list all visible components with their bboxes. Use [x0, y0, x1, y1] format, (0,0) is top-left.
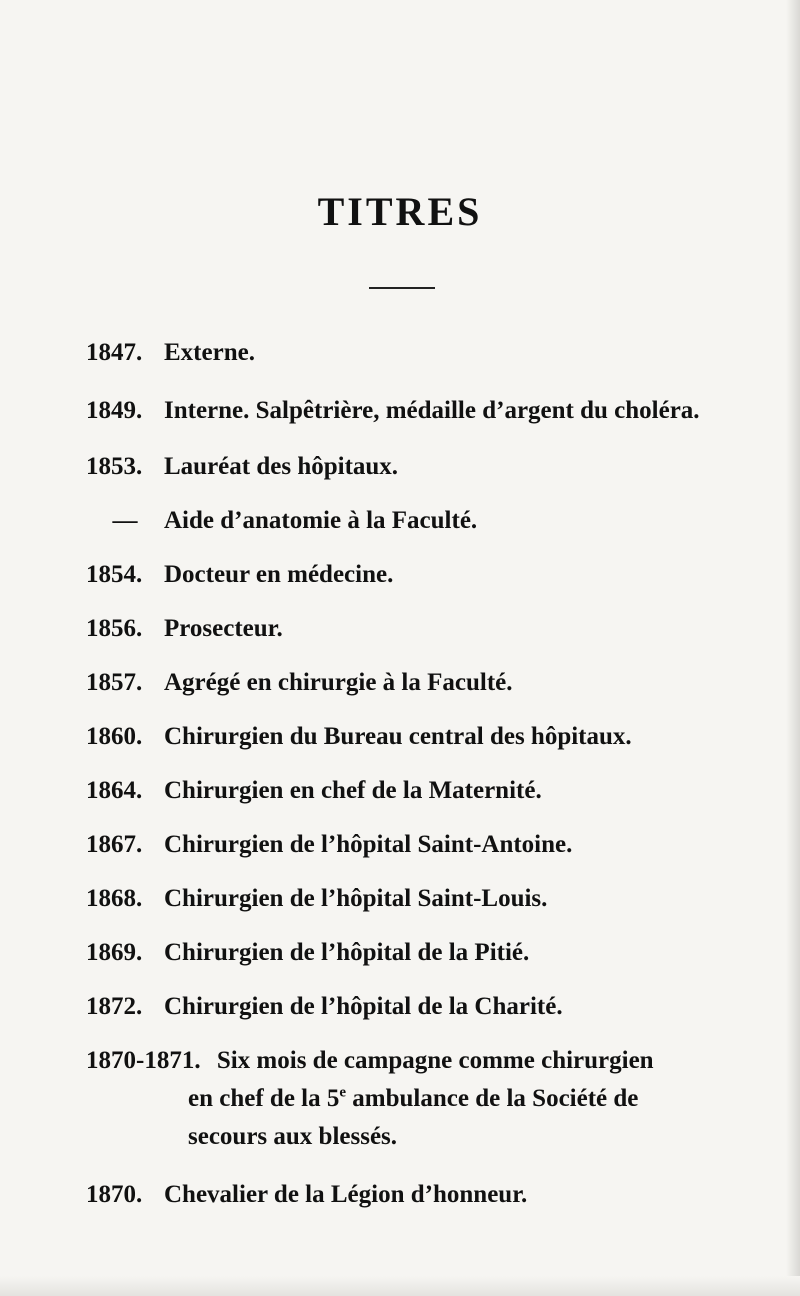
list-item — [86, 880, 746, 918]
entry-text: Chirurgien en chef de la Maternité. — [164, 777, 542, 804]
entry-text: Six mois de campagne comme chirurgien — [216, 1047, 654, 1074]
entry-year: 1870-1871. — [86, 1047, 201, 1074]
entry-year: 1860. — [86, 723, 143, 750]
entry-year: 1868. — [86, 885, 143, 912]
entry-year: 1867. — [86, 831, 143, 858]
ordinal-superscript: e — [339, 1084, 347, 1101]
page-title: TITRES — [317, 189, 483, 234]
list-item — [86, 988, 746, 1026]
list-item — [86, 826, 746, 864]
entry-year: 1856. — [86, 615, 143, 642]
campaign-third-line — [86, 1118, 736, 1156]
entry-text: ambulance de la Société de — [346, 1085, 639, 1112]
list-item — [86, 392, 746, 430]
entry-text: secours aux blessés. — [188, 1123, 398, 1150]
entry-text: Externe. — [164, 339, 255, 366]
entry-text: Prosecteur. — [164, 615, 283, 642]
list-item — [86, 502, 746, 540]
entry-text: Chirurgien du Bureau central des hôpitaux. — [164, 723, 632, 750]
entry-text: Chevalier de la Légion d’honneur. — [164, 1181, 528, 1208]
title-rule — [369, 287, 435, 289]
list-item-campaign — [86, 1042, 736, 1156]
entry-year: 1847. — [86, 339, 143, 366]
entry-text: Chirurgien de l’hôpital Saint-Louis. — [164, 885, 548, 912]
campaign-first-line — [86, 1042, 736, 1080]
campaign-second-line — [86, 1080, 736, 1118]
entry-year: 1870. — [86, 1181, 143, 1208]
entry-text: Chirurgien de l’hôpital Saint-Antoine. — [164, 831, 573, 858]
entry-year: — — [112, 507, 138, 534]
list-item — [86, 448, 746, 486]
entry-text: Agrégé en chirurgie à la Faculté. — [164, 669, 513, 696]
list-item — [86, 556, 746, 594]
list-item — [86, 1176, 746, 1214]
entry-year: 1857. — [86, 669, 143, 696]
entry-text: en chef de la 5 — [188, 1085, 340, 1112]
entry-text: Chirurgien de l’hôpital de la Charité. — [164, 993, 563, 1020]
entry-text: Lauréat des hôpitaux. — [164, 453, 399, 480]
list-item — [86, 934, 746, 972]
list-item — [86, 772, 746, 810]
entry-year: 1853. — [86, 453, 143, 480]
entry-year: 1872. — [86, 993, 143, 1020]
entry-text: Docteur en médecine. — [164, 561, 394, 588]
entry-year: 1864. — [86, 777, 143, 804]
entry-year: 1849. — [86, 397, 143, 424]
entry-text: Interne. Salpêtrière, médaille d’argent du choléra. — [164, 397, 700, 424]
entry-year: 1869. — [86, 939, 143, 966]
page-bottom-shadow — [0, 1276, 800, 1296]
entry-year: 1854. — [86, 561, 143, 588]
list-item — [86, 610, 746, 648]
entry-text: Chirurgien de l’hôpital de la Pitié. — [164, 939, 530, 966]
entry-text: Aide d’anatomie à la Faculté. — [164, 507, 478, 534]
list-item — [86, 334, 746, 372]
list-item — [86, 718, 746, 756]
list-item — [86, 664, 746, 702]
